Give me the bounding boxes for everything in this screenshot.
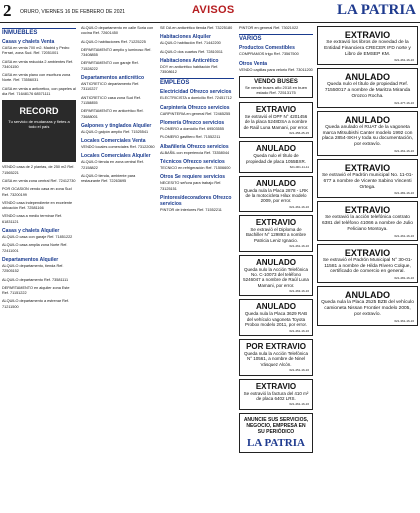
classified-ad: ANTICRETICO casa zona Sud Ref. 71158855 bbox=[81, 95, 141, 105]
classified-ad: VENDO capillas para velorio Ref. 73011200 bbox=[239, 67, 313, 72]
notice-body: Queda nula la Acción Telefónica N° 10561, a nombre de Ninel Vásquez Alcón. bbox=[244, 350, 308, 367]
notice-title: EXTRAVIO bbox=[255, 104, 297, 114]
classified-ad: CASA en venta reducida 2 ambientes Ref. 73401150 bbox=[2, 59, 74, 69]
column-5 bbox=[317, 26, 418, 510]
classified-ad: CARPINTERIA en general Ref. 72465255 bbox=[160, 111, 231, 116]
notice-body: Se extravió la acción telefónica contrato 6381 del teléfono 41066 a nombre de Julio Feliciano Montoya. bbox=[322, 215, 413, 232]
vendo-buses-ad bbox=[239, 76, 313, 98]
subcategory-heading: Departamentos anticrético bbox=[81, 75, 145, 82]
classified-ad: ALQUILO departamento, tienda Ref. 72505152 bbox=[2, 263, 64, 274]
notice-body: Queda nulo la Acción Telefónica No. C-10073 del teléfono 5246047 a nombre de Raúl Luna Mamani, por error. bbox=[243, 266, 309, 288]
subcategory-heading: Carpintería Ofrezco servicios bbox=[160, 104, 230, 111]
subcategory-heading: Productos Comestibles bbox=[239, 45, 295, 52]
classified-ad: DEPARTAMENTO en anticrético Ref. 73688001 bbox=[81, 109, 144, 119]
notice-ref: 621-361-16-16 bbox=[394, 318, 414, 323]
notice-box bbox=[239, 215, 313, 252]
notice-ref: 621-461-16-16 bbox=[289, 204, 309, 209]
notice-title: ANULADO bbox=[256, 178, 296, 188]
classified-ad: VENDO locales comerciales Ref. 73122050 bbox=[81, 145, 155, 150]
notice-body: Se extravió el DPF N° 4201456 de la placa 5248DSA a nombre de Raúl Luna Mamani, por error. bbox=[243, 113, 309, 130]
record-moving-ad bbox=[2, 100, 76, 162]
classified-ad: ALQUILO tienda, ambiente para restaurante Ref. 72263695 bbox=[81, 174, 136, 184]
notice-box bbox=[239, 339, 313, 376]
classified-ad: ALQUILO habitaciones Ref. 71225225 bbox=[81, 39, 146, 44]
classified-ad: PINTOR de interiores Ref. 71552211 bbox=[160, 207, 222, 212]
vendo-buses-heading: VENDO BUSES bbox=[254, 78, 298, 85]
notice-box bbox=[317, 26, 418, 65]
notice-ref: 621-461-16-16 bbox=[289, 402, 309, 407]
promo-logo: LA PATRIA bbox=[247, 436, 305, 449]
classified-ad: PLOMERO gasfitero Ref. 71552211 bbox=[160, 135, 221, 140]
subcategory-heading: Locales Comerciales Alquiler bbox=[81, 153, 151, 160]
classified-ad: ALQUILO departamento a estrenar Ref. 71211500 bbox=[2, 299, 70, 309]
notice-box bbox=[239, 299, 313, 336]
notice-ref: 621-463-16-16 bbox=[289, 289, 309, 294]
page-header bbox=[0, 0, 420, 23]
subcategory-heading: Plomería Ofrezco servicios bbox=[160, 120, 225, 127]
classified-ad: COMPRAMOS trigo Ref. 73567500 bbox=[239, 52, 299, 57]
subcategory-heading: Casas y chalets Alquiler bbox=[2, 228, 60, 235]
notice-ref: 621-461-16-16 bbox=[289, 328, 309, 333]
classified-ad: DEPARTAMENTO en alquiler zona Este Ref. 71151222 bbox=[2, 285, 70, 296]
category-heading: EMPLEOS bbox=[160, 78, 234, 87]
classified-ad: ALBAÑIL con experiencia Ref. 73358044 bbox=[160, 150, 230, 155]
subcategory-heading: Técnicos Ofrezco servicios bbox=[160, 158, 225, 165]
notice-ref: 621-461-16-16 bbox=[394, 233, 414, 238]
notice-box bbox=[317, 111, 418, 156]
notice-ref: 621-001-11-11 bbox=[289, 165, 309, 170]
classified-ad: ELECTRICISTA a domicilio Ref. 72451712 bbox=[160, 96, 232, 101]
classified-ad: VENDO casa a medio terminar Ref. 61831121 bbox=[2, 214, 63, 224]
classified-ad: ALQUILO dos cuartos Ref. 72810011 bbox=[160, 49, 223, 54]
subcategory-heading: Habitaciones Alquiler bbox=[160, 34, 211, 41]
classified-ad: DEPARTAMENTO con garaje Ref. 71528222 bbox=[81, 61, 139, 71]
classified-ad: ALQUILO casa con garaje Ref. 71851222 bbox=[2, 235, 73, 240]
classified-ad: SE DA en anticrético tienda Ref. 73225180 bbox=[160, 26, 233, 30]
notice-body: Se extravió la factura del 410 m² de placa 6402 LRS. bbox=[243, 390, 309, 401]
classified-ad: CASA en venta 700 m2. Madrid y Pedro Ferrari, zona Sud. Ref. 72051001 bbox=[2, 46, 70, 56]
notice-ref: 621-461-16-16 bbox=[394, 148, 414, 153]
record-ad-text: Tu servicio de mudanzas y fletes a todo el país bbox=[8, 119, 70, 130]
notice-ref: 621-477-16-16 bbox=[394, 100, 414, 105]
page-number: 2 bbox=[3, 1, 12, 20]
classified-ad: ALQUILO habitación Ref. 71442200 bbox=[160, 41, 221, 46]
notice-body: Se extravió los libros de novedad de la Entidad Financiera CRECER IFD norte y Libro de EMSEP KM. bbox=[324, 40, 411, 57]
notice-title: EXTRAVIO bbox=[255, 381, 297, 391]
classified-ad: ANTICRETICO departamento Ref. 73110227 bbox=[81, 82, 140, 92]
issue-date: ORURO, VIERNES 16 DE FEBRERO DE 2021 bbox=[20, 9, 126, 15]
classified-ad: VENDO casa de 2 plantas, de 250 m2 Ref. 71565221 bbox=[2, 165, 75, 175]
notice-title: ANULADO bbox=[345, 114, 390, 125]
subcategory-heading: Otros Venta bbox=[239, 60, 268, 67]
notice-body: Queda nulo el título de propiedad de placa 1055BXR. bbox=[245, 153, 307, 164]
notice-box bbox=[239, 141, 313, 172]
notice-title: EXTRAVIO bbox=[344, 205, 391, 216]
classified-ad: POR OCASION vendo casa en zona Sud Ref. 73200199 bbox=[2, 187, 72, 197]
classified-ad: ALQUILO galpón amplio Ref. 71525541 bbox=[81, 129, 149, 134]
notice-title: ANULADO bbox=[256, 302, 296, 312]
subcategory-heading: Electricidad Ofrezco servicios bbox=[160, 89, 232, 96]
notice-ref: 621-451-16-16 bbox=[289, 368, 309, 373]
notice-box bbox=[239, 379, 313, 410]
column-2 bbox=[81, 26, 155, 510]
notice-body: Queda nulo el título de propiedad Ref. 71550017 a nombre de Maritza Miranda Orozco Rocha. bbox=[324, 82, 411, 99]
promo-box bbox=[239, 413, 313, 453]
notice-body: Se extravió el Diploma de Bachiller N° 129893 a nombre Patricia Leniz Ignacio. bbox=[245, 227, 307, 243]
notice-body: Queda nula la Placa 2525 BZB del vehículo camioneta Nissan Frontier modelo 2005, por extravío. bbox=[321, 300, 414, 317]
subcategory-heading: Departamentos Alquiler bbox=[2, 256, 59, 263]
classified-ad: ALQUILO departamento en calle Soria con cocina Ref. 72601450 bbox=[81, 26, 154, 36]
subcategory-heading: Albañilería Ofrezco servicios bbox=[160, 143, 229, 150]
notice-box bbox=[317, 286, 418, 325]
classified-ad: CASA en venta plano con escritura zona Norte. Ref. 73556031 bbox=[2, 73, 71, 83]
classified-ad: VENDO casa independiente en excelente ubicación Ref. 72581166 bbox=[2, 200, 73, 211]
notice-title: EXTRAVIO bbox=[344, 30, 391, 40]
classified-ad: DEPARTAMENTO amplio y luminoso Ref. 73408855 bbox=[81, 47, 152, 58]
subcategory-heading: Otros Se requiere servicios bbox=[160, 174, 226, 181]
notice-title: ANULADO bbox=[345, 72, 390, 83]
notice-title: EXTRAVIO bbox=[344, 247, 391, 258]
subcategory-heading: Galpones y tinglados Alquiler bbox=[81, 122, 152, 129]
notice-box bbox=[317, 68, 418, 107]
column-4 bbox=[239, 26, 313, 510]
classified-ad: ALQUILO departamento Ref. 73581111 bbox=[2, 277, 69, 282]
record-ad-title: RECORD bbox=[19, 106, 59, 117]
classified-ad: ALQUILO casa amplia zona Norte Ref. 72411001 bbox=[2, 243, 68, 253]
notice-box bbox=[317, 201, 418, 240]
column-3 bbox=[160, 26, 234, 510]
vendo-buses-text: Se vende buses año 2018 en buen estado Ref. 72513175 bbox=[244, 84, 308, 95]
classified-ad: PINTOR en general Ref. 73021022 bbox=[239, 26, 299, 30]
classified-ad: CASA en venta a anticretico, con papeles al día Ref. 71648176 68571111 bbox=[2, 86, 76, 97]
notice-title: ANULADO bbox=[256, 257, 296, 267]
notice-title: EXTRAVIO bbox=[255, 218, 297, 228]
notice-title: POR EXTRAVIO bbox=[246, 341, 306, 351]
notice-ref: 621-456-25-15 bbox=[289, 131, 309, 136]
subcategory-heading: Locales Comerciales Venta bbox=[81, 138, 146, 145]
notice-ref: 621-461-16-16 bbox=[289, 244, 309, 249]
notice-box bbox=[317, 244, 418, 283]
notice-body: Queda nula la Placa 3629 RAB del vehículo vagoneta Toyota Probox modelo 2011, por error. bbox=[244, 311, 308, 328]
notice-box bbox=[239, 176, 313, 213]
classified-ad: NECESITO señora para trabajo Ref. 73125151 bbox=[160, 181, 222, 191]
notice-body: Se extravió el Padrón municipal No. 11-01-677 a nombre de Vicente Sabino Vincenti Ortega. bbox=[321, 172, 414, 190]
category-heading: VARIOS bbox=[239, 34, 313, 43]
classified-ad: CASA en venta zona central Ref. 72412730 bbox=[2, 178, 76, 183]
notice-ref: 621-481-16-16 bbox=[394, 191, 414, 196]
column-1 bbox=[2, 26, 76, 510]
notice-body: Se extravió el Padrón Municipal N° 30-01-11581 a nombre de Hilda Rivero Colque, certificado de comercio en general. bbox=[322, 257, 413, 275]
newspaper-logo: LA PATRIA bbox=[336, 2, 416, 18]
classified-ad: DOY en anticrético habitación Ref. 73508612 bbox=[160, 64, 219, 75]
category-heading: INMUEBLES bbox=[2, 28, 76, 37]
notice-body: Queda anulado el RUAT de la vagoneta marca Mitsubishi Canter modelo 1992 con placa 2854-SKH y toda su documentación, por extravío. bbox=[322, 124, 413, 148]
notice-ref: 621-461-16-16 bbox=[394, 58, 414, 63]
classified-ad: TECNICO en refrigeración Ref. 71506600 bbox=[160, 165, 231, 170]
notice-title: ANULADO bbox=[345, 290, 390, 301]
subcategory-heading: Pintores/decoradores Ofrezco servicios bbox=[160, 194, 232, 207]
notice-body: Queda nula la Placa 2878 - LRK de la motocicleta Hilux modelo 2009, por error. bbox=[243, 187, 309, 204]
classified-ad: ALQUILO tienda en zona central Ref. 72158822 bbox=[81, 160, 144, 170]
notice-title: EXTRAVIO bbox=[344, 162, 391, 173]
subcategory-heading: Casas y chalets Venta bbox=[2, 39, 55, 45]
notice-box bbox=[317, 159, 418, 198]
notice-ref: 621-481-16-16 bbox=[394, 276, 414, 281]
notice-box bbox=[239, 102, 313, 139]
promo-text: ANUNCIE SUS SERVICIOS, NEGOCIO, EMPRESA EN SU PERIÓDICO bbox=[243, 416, 309, 435]
notice-title: ANULADO bbox=[256, 144, 296, 154]
notice-box bbox=[239, 255, 313, 297]
section-title: AVISOS bbox=[192, 4, 235, 16]
classified-ad: PLOMERO a domicilio Ref. 69503555 bbox=[160, 127, 224, 132]
subcategory-heading: Habitaciones Anticrético bbox=[160, 57, 219, 64]
